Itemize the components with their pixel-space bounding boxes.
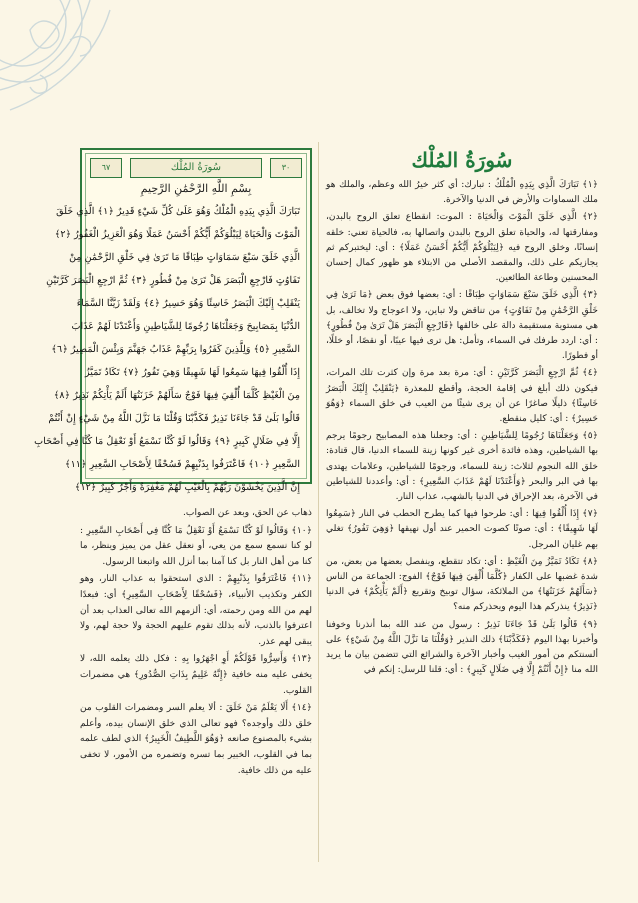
- tafsir-paragraph: ﴿١﴾ تَبَارَكَ الَّذِي بِيَدِهِ الْمُلْكُ : تبارك: أي كثر خيرُ الله وعظم، والملك هو ملك السماوات والأرض في الدنيا والآخرة.: [326, 180, 598, 206]
- quran-line: يَنْقَلِبْ إِلَيْكَ الْبَصَرُ خَاسِئًا وَهُوَ حَسِيرٌ ﴿٤﴾ وَلَقَدْ زَيَّنَّا السَّمَاءَ: [76, 298, 300, 309]
- quran-line: الدُّنْيَا بِمَصَابِيحَ وَجَعَلْنَاهَا رُجُومًا لِلشَّيَاطِينِ وَأَعْتَدْنَا لَهُمْ عَذَابَ: [71, 321, 300, 332]
- quran-line: السَّعِيرِ ﴿٥﴾ وَلِلَّذِينَ كَفَرُوا بِرَبِّهِمْ عَذَابُ جَهَنَّمَ وَبِئْسَ الْمَصِيرُ ﴿٦﴾: [51, 344, 300, 355]
- quran-line: تَبَارَكَ الَّذِي بِيَدِهِ الْمُلْكُ وَهُوَ عَلَىٰ كُلِّ شَيْءٍ قَدِيرٌ ﴿١﴾ الَّذِي خَلَقَ: [56, 206, 300, 217]
- surah-title: سُورَةُ المُلْك: [411, 148, 513, 172]
- tafsir-paragraph: ﴿٧﴾ إِذَا أُلْقُوا فِيهَا : أي: طرحوا فيها كما يطرح الحطب في النار ﴿سَمِعُوا لَهَا شَهِيقًا﴾ : أي: صوتًا كصوت الحمير عند أول نهيقها ﴿وَهِيَ تَفُورُ﴾ تغلي بهم غليان المرجل.: [326, 509, 598, 550]
- quran-line: مِنَ الْغَيْظِ كُلَّمَا أُلْقِيَ فِيهَا فَوْجٌ سَأَلَهُمْ خَزَنَتُهَا أَلَمْ يَأْتِكُمْ نَذِيرٌ ﴿٨﴾: [53, 390, 300, 401]
- tafsir-paragraph: ﴿٣﴾ الَّذِي خَلَقَ سَبْعَ سَمَاوَاتٍ طِبَاقًا : أي: بعضها فوق بعض ﴿مَا تَرَىٰ فِي خَلْقِ الرَّحْمَٰنِ مِنْ تَفَاوُتٍ﴾ من تناقض ولا تباين، ولا اعوجاج ولا تخالف، بل هي مستوية مستقيمة دالة على خالقها ﴿فَارْجِعِ الْبَصَرَ هَلْ تَرَىٰ مِنْ فُطُورٍ﴾ : أي: اردد طرفك في السماء، وتأمل: هل ترى فيها عيبًا، أو نقصًا، أو خللًا، أو فطورًا.: [326, 290, 598, 362]
- quran-line: السَّعِيرِ ﴿١٠﴾ فَاعْتَرَفُوا بِذَنْبِهِمْ فَسُحْقًا لِأَصْحَابِ السَّعِيرِ ﴿١١﴾: [65, 459, 300, 470]
- mushaf-frame: [34, 148, 312, 493]
- quran-line: إِنَّ الَّذِينَ يَخْشَوْنَ رَبَّهُمْ بِالْغَيْبِ لَهُمْ مَغْفِرَةٌ وَأَجْرٌ كَبِيرٌ ﴿١٢﴾: [74, 482, 300, 493]
- juz-number: ٦٧: [90, 158, 122, 178]
- tafsir-paragraph: ﴿١٤﴾ أَلَا يَعْلَمُ مَنْ خَلَقَ : ألا يعلم السر ومضمرات القلوب من خلق ذلك وأوجده؟ فهو تعالى الذي خلق الإنسان بيده، وأعلم بشيء بالمصنوع صانعه ﴿وَهُوَ اللَّطِيفُ الْخَبِيرُ﴾ الذي لطف علمه بما في القلوب، الخبير بما تسره وتضمره من الأمور، لا تخفى عليه من ذلك خافية.: [80, 703, 312, 776]
- tafsir-paragraph: ﴿٨﴾ تَكَادُ تَمَيَّزُ مِنَ الْغَيْظِ : أي: تكاد تتقطع، وينفصل بعضها من بعض، من شدة غضبها على الكفار ﴿كُلَّمَا أُلْقِيَ فِيهَا فَوْجٌ﴾ الفوج: الجماعة من الناس ﴿سَأَلَهُمْ خَزَنَتُهَا﴾ من الملائكة، سؤال توبيخ وتقريع ﴿أَلَمْ يَأْتِكُمْ﴾ في الدنيا ﴿نَذِيرٌ﴾ ينذركم هذا اليوم ويحذركم منه؟: [326, 556, 598, 613]
- mushaf-header: [90, 158, 302, 178]
- corner-ornament-icon: [0, 0, 150, 150]
- tafsir-paragraph: ﴿١١﴾ فَاعْتَرَفُوا بِذَنْبِهِمْ : الذي استحقوا به عذاب النار، وهو الكفر وتكذيب الأنبياء، ﴿فَسُحْقًا لِأَصْحَابِ السَّعِيرِ﴾ أي: فبعدًا لهم من الله ومن رحمته، أي: ألزمهم الله تعالى العذاب بعد أن اعترفوا بالذنب، لأنه بذلك تقوم عليهم الحجة ولا حجة لهم، ولا يبقى لهم عذر.: [80, 574, 312, 647]
- tafsir-paragraph: ذهاب عن الحق، وبعد عن الصواب.: [183, 508, 312, 518]
- basmala: بِسْمِ اللَّهِ الرَّحْمَٰنِ الرَّحِيمِ: [140, 182, 252, 195]
- tafsir-left-text: [80, 506, 312, 781]
- verse-count: ٣٠: [270, 158, 302, 178]
- quran-line: الْمَوْتَ وَالْحَيَاةَ لِيَبْلُوَكُمْ أَيُّكُمْ أَحْسَنُ عَمَلًا وَهُوَ الْعَزِيزُ الْغَفُورُ ﴿٢﴾: [54, 229, 300, 240]
- tafsir-right-text: [326, 178, 598, 679]
- quran-line: إِلَّا فِي ضَلَالٍ كَبِيرٍ ﴿٩﴾ وَقَالُوا لَوْ كُنَّا نَسْمَعُ أَوْ نَعْقِلُ مَا كُنَّا فِي أَصْحَابِ: [34, 436, 300, 447]
- quran-lines: [34, 200, 300, 499]
- tafsir-paragraph: ﴿٥﴾ وَجَعَلْنَاهَا رُجُومًا لِلشَّيَاطِينِ : أي: وجعلنا هذه المصابيح رجومًا يرجم بها الشياطين، وهذه فائدة أخرى غير كونها زينة للسماء الدنيا، قال قتادة: خلق الله النجوم لثلاث: زينة للسماء، ورجومًا للشياطين، وعلامات يهتدى بها في البر والبحر ﴿وَأَعْتَدْنَا لَهُمْ عَذَابَ السَّعِيرِ﴾ : أي: وأعددنا للشياطين في الآخرة، بعد الإحراق في الدنيا بالشهب، عذاب النار.: [326, 431, 598, 503]
- mushaf-surah-title: سُورَةُ المُلْك: [130, 158, 262, 178]
- quran-line: إِذَا أُلْقُوا فِيهَا سَمِعُوا لَهَا شَهِيقًا وَهِيَ تَفُورُ ﴿٧﴾ تَكَادُ تَمَيَّزُ: [85, 367, 300, 378]
- quran-line: تَفَاوُتٍ فَارْجِعِ الْبَصَرَ هَلْ تَرَىٰ مِنْ فُطُورٍ ﴿٣﴾ ثُمَّ ارْجِعِ الْبَصَرَ كَرَّتَيْنِ: [46, 275, 300, 286]
- tafsir-right-column: [326, 148, 598, 681]
- column-divider: [318, 142, 319, 862]
- tafsir-paragraph: ﴿٢﴾ الَّذِي خَلَقَ الْمَوْتَ وَالْحَيَاةَ : الموت: انقطاع تعلق الروح بالبدن، ومفارقتها له، والحياة تعلق الروح بالبدن واتصالها به، فالحياة تعني: خلقه إنسانًا، وخلق الروح فيه ﴿لِيَبْلُوَكُمْ أَيُّكُمْ أَحْسَنُ عَمَلًا﴾ : أي: ليختبركم ثم يجازيكم على ذلك، والمقصد الأصلي من الابتلاء هو ظهور كمال إحسان المحسنين وطاعة الطائعين.: [326, 212, 598, 284]
- tafsir-paragraph: ﴿١٠﴾ وَقَالُوا لَوْ كُنَّا نَسْمَعُ أَوْ نَعْقِلُ مَا كُنَّا فِي أَصْحَابِ السَّعِيرِ : لو كنا نسمع سمع من يعي، أو نعقل عقل من يميز وينظر، ما كنا من أهل النار بل كنا آمنا بما أنزل الله واتبعنا الرسول.: [80, 525, 312, 567]
- tafsir-paragraph: ﴿١٣﴾ وَأَسِرُّوا قَوْلَكُمْ أَوِ اجْهَرُوا بِهِ : فكل ذلك يعلمه الله، لا يخفى عليه منه خافية ﴿إِنَّهُ عَلِيمٌ بِذَاتِ الصُّدُورِ﴾ هي مضمرات القلوب.: [80, 654, 312, 696]
- tafsir-paragraph: ﴿٤﴾ ثُمَّ ارْجِعِ الْبَصَرَ كَرَّتَيْنِ : أي: مرة بعد مرة وإن كثرت تلك المرات، فيكون ذلك أبلغ في إقامة الحجة، وأقطع للمعذرة ﴿يَنْقَلِبْ إِلَيْكَ الْبَصَرُ خَاسِئًا﴾ ذليلًا صاغرًا عن أن يرى شيئًا من العيب في خلق السماء ﴿وَهُوَ حَسِيرٌ﴾ : أي: كليل منقطع.: [326, 368, 598, 425]
- quran-line: قَالُوا بَلَىٰ قَدْ جَاءَنَا نَذِيرٌ فَكَذَّبْنَا وَقُلْنَا مَا نَزَّلَ اللَّهُ مِنْ شَيْءٍ إِنْ أَنْتُمْ: [48, 413, 300, 424]
- quran-line: الَّذِي خَلَقَ سَبْعَ سَمَاوَاتٍ طِبَاقًا مَا تَرَىٰ فِي خَلْقِ الرَّحْمَٰنِ مِنْ: [69, 252, 300, 263]
- tafsir-paragraph: ﴿٩﴾ قَالُوا بَلَىٰ قَدْ جَاءَنَا نَذِيرٌ : رسول من عند الله بما أنذرنا وخوفنا وأخبرنا بهذا اليوم ﴿فَكَذَّبْنَا﴾ ذلك النذير ﴿وَقُلْنَا مَا نَزَّلَ اللَّهُ مِنْ شَيْءٍ﴾ على ألسنتكم من أمور الغيب وأخبار الآخرة والشرائع التي تتضمن بيان ما يريد الله منا ﴿إِنْ أَنْتُمْ إِلَّا فِي ضَلَالٍ كَبِيرٍ﴾ : أي: قلنا للرسل: إنكم في: [326, 619, 598, 676]
